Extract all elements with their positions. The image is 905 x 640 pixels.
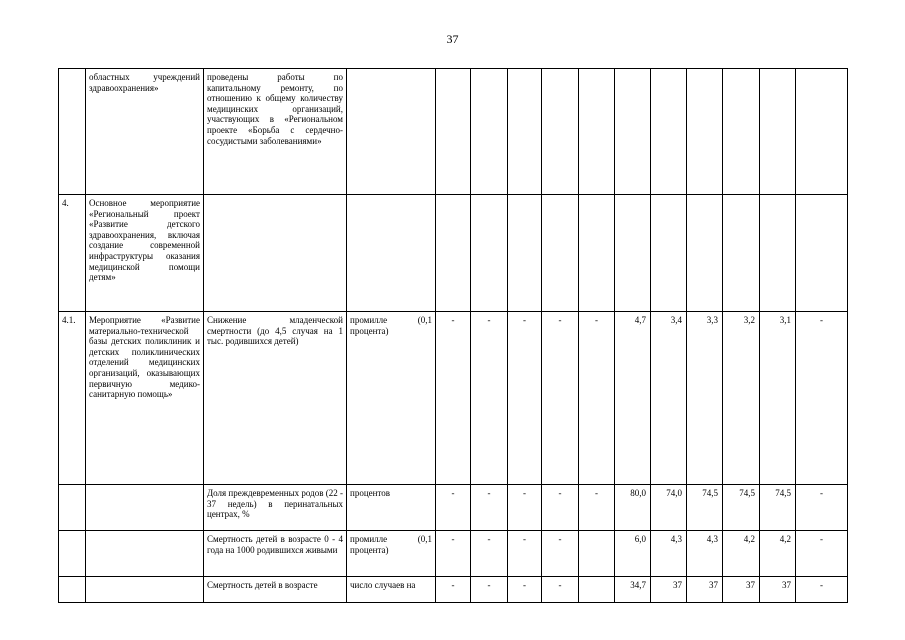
value-cell <box>687 195 723 312</box>
value-cell <box>760 195 796 312</box>
page-number: 37 <box>446 32 459 46</box>
row-number-cell <box>59 485 86 531</box>
value-cell: 74,5 <box>687 485 723 531</box>
value-cell: - <box>471 531 508 577</box>
unit-cell: процентов <box>347 485 436 531</box>
value-cell: 37 <box>723 577 760 603</box>
indicator-cell <box>204 195 347 312</box>
value-cell: 3,3 <box>687 312 723 485</box>
value-cell: 4,2 <box>723 531 760 577</box>
event-name-cell <box>86 531 204 577</box>
value-cell: - <box>796 577 848 603</box>
value-cell: 3,1 <box>760 312 796 485</box>
value-cell <box>796 69 848 195</box>
value-cell <box>723 69 760 195</box>
value-cell: - <box>471 577 508 603</box>
value-cell: 74,5 <box>760 485 796 531</box>
event-name-cell: Мероприятие «Развитие материально-технической базы детских поликлиник и детских поликлинических отделений медицинских организаций, оказывающих первичную медико-санитарную помощь» <box>86 312 204 485</box>
value-cell: 4,7 <box>615 312 651 485</box>
row-number-cell: 4.1. <box>59 312 86 485</box>
table-row <box>59 577 848 603</box>
indicator-cell: Смертность детей в возрасте <box>204 577 347 603</box>
unit-cell: промилле (0,1 процента) <box>347 312 436 485</box>
unit-cell: число случаев на <box>347 577 436 603</box>
table-row <box>59 195 848 312</box>
row-number-cell <box>59 531 86 577</box>
event-name-cell: областных учреждений здравоохранения» <box>86 69 204 195</box>
value-cell: - <box>508 577 542 603</box>
event-name-cell: Основное мероприятие «Региональный проект «Развитие детского здравоохранения, включая создание современной инфраструктуры оказания медицинской помощи детям» <box>86 195 204 312</box>
value-cell: 80,0 <box>615 485 651 531</box>
value-cell <box>471 69 508 195</box>
value-cell: - <box>542 531 579 577</box>
unit-cell: промилле (0,1 процента) <box>347 531 436 577</box>
value-cell: 4,3 <box>687 531 723 577</box>
event-name-cell <box>86 577 204 603</box>
value-cell <box>760 69 796 195</box>
value-cell <box>579 195 615 312</box>
indicator-cell: проведены работы по капитальному ремонту, по отношению к общему количеству медицинских организаций, участвующих в «Региональном проекте «Борьба с сердечно-сосудистыми заболеваниями» <box>204 69 347 195</box>
table-row <box>59 69 848 195</box>
value-cell: - <box>436 312 471 485</box>
value-cell <box>796 195 848 312</box>
value-cell: - <box>579 485 615 531</box>
value-cell: 37 <box>651 577 687 603</box>
value-cell <box>615 195 651 312</box>
value-cell: - <box>436 577 471 603</box>
value-cell: - <box>796 531 848 577</box>
value-cell: - <box>436 531 471 577</box>
value-cell: - <box>542 577 579 603</box>
value-cell <box>436 195 471 312</box>
value-cell: - <box>542 485 579 531</box>
value-cell: - <box>508 312 542 485</box>
row-number-cell: 4. <box>59 195 86 312</box>
indicator-cell: Снижение младенческой смертности (до 4,5 случая на 1 тыс. родившихся детей) <box>204 312 347 485</box>
value-cell: 3,4 <box>651 312 687 485</box>
value-cell <box>471 195 508 312</box>
value-cell <box>723 195 760 312</box>
value-cell <box>508 69 542 195</box>
value-cell: 37 <box>760 577 796 603</box>
value-cell: - <box>471 485 508 531</box>
indicator-cell: Доля преждевременных родов (22 - 37 недель) в перинатальных центрах, % <box>204 485 347 531</box>
row-number-cell <box>59 577 86 603</box>
value-cell: - <box>542 312 579 485</box>
value-cell: - <box>508 531 542 577</box>
value-cell: 34,7 <box>615 577 651 603</box>
row-number-cell <box>59 69 86 195</box>
value-cell: 6,0 <box>615 531 651 577</box>
value-cell: 4,2 <box>760 531 796 577</box>
value-cell: - <box>508 485 542 531</box>
value-cell: - <box>796 485 848 531</box>
value-cell <box>579 531 615 577</box>
value-cell: 37 <box>687 577 723 603</box>
value-cell <box>651 69 687 195</box>
value-cell: 4,3 <box>651 531 687 577</box>
event-name-cell <box>86 485 204 531</box>
value-cell <box>579 577 615 603</box>
indicator-cell: Смертность детей в возрасте 0 - 4 года на 1000 родившихся живыми <box>204 531 347 577</box>
value-cell <box>651 195 687 312</box>
value-cell: 74,5 <box>723 485 760 531</box>
value-cell <box>542 195 579 312</box>
value-cell <box>508 195 542 312</box>
table-row <box>59 312 848 485</box>
value-cell: - <box>471 312 508 485</box>
value-cell: 74,0 <box>651 485 687 531</box>
table-row <box>59 485 848 531</box>
value-cell: - <box>436 485 471 531</box>
unit-cell <box>347 195 436 312</box>
value-cell: - <box>796 312 848 485</box>
value-cell <box>436 69 471 195</box>
value-cell: - <box>579 312 615 485</box>
table-row <box>59 531 848 577</box>
value-cell <box>579 69 615 195</box>
value-cell <box>615 69 651 195</box>
unit-cell <box>347 69 436 195</box>
value-cell <box>542 69 579 195</box>
program-table <box>58 68 848 603</box>
value-cell: 3,2 <box>723 312 760 485</box>
value-cell <box>687 69 723 195</box>
